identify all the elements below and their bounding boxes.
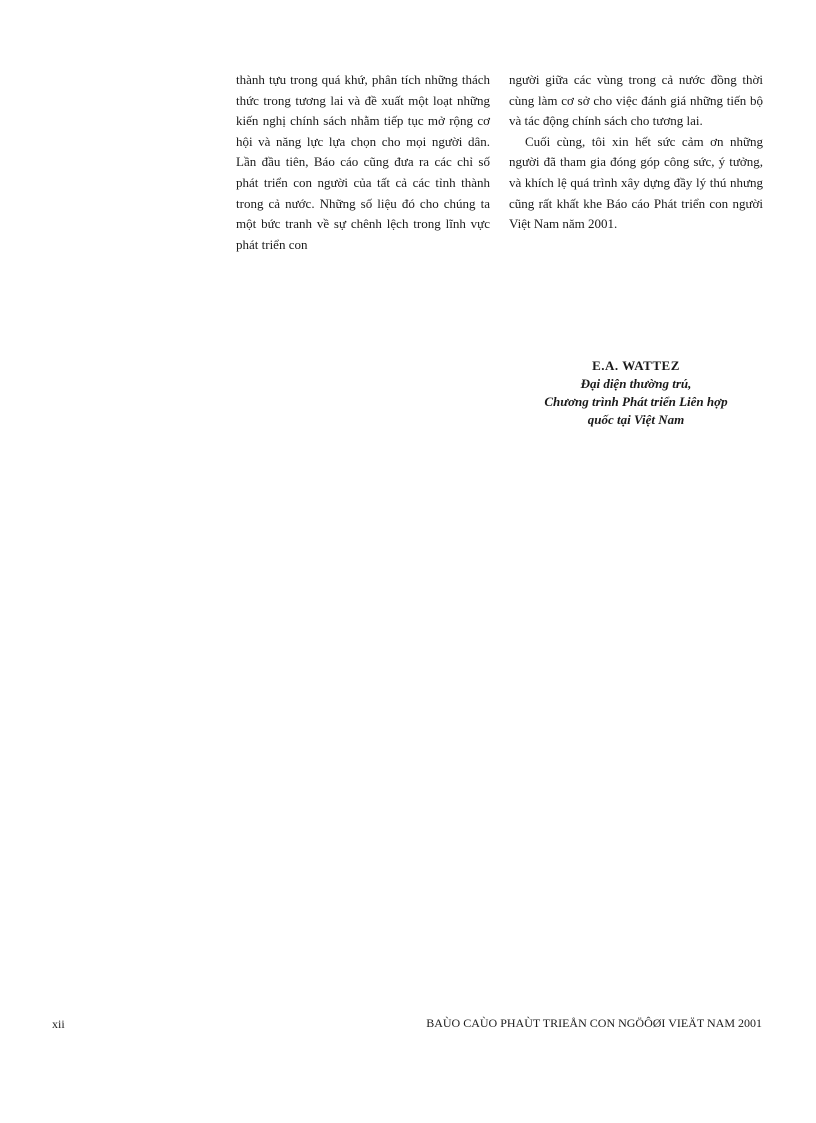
text-column-right bbox=[509, 70, 763, 235]
body-paragraph: Cuối cùng, tôi xin hết sức cảm ơn những người đã tham gia đóng góp công sức, ý tưởng, và khích lệ quá trình xây dựng đầy lý thú nhưng cũng rất khất khe Báo cáo Phát triển con người Việt Nam năm 2001. bbox=[509, 133, 763, 232]
text-column-left bbox=[236, 70, 490, 255]
body-paragraph: thành tựu trong quá khứ, phân tích những thách thức trong tương lai và đề xuất một loạt những kiến nghị chính sách nhằm tiếp tục mở rộng cơ hội và năng lực lựa chọn cho mọi người dân. Lần đầu tiên, Báo cáo cũng đưa ra các chỉ số phát triển con người của tất cả các tỉnh thành trong cả nước. Những số liệu đó cho chúng ta một bức tranh về sự chênh lệch trong lĩnh vực phát triển con bbox=[236, 72, 490, 252]
signatory-name: E.A. WATTEZ bbox=[592, 358, 680, 373]
running-footer-title: BAÙO CAÙO PHAÙT TRIEÅN CON NGÖÔØI VIEÄT NAM 2001 bbox=[426, 1016, 762, 1030]
body-paragraph: người giữa các vùng trong cả nước đồng thời cùng làm cơ sở cho việc đánh giá những tiến bộ và tác động chính sách cho tương lai. bbox=[509, 72, 763, 129]
signatory-title-line: quốc tại Việt Nam bbox=[587, 412, 685, 427]
signatory-title-line: Đại diện thường trú, bbox=[580, 376, 692, 391]
page-number: xii bbox=[52, 1017, 65, 1031]
signature-block bbox=[509, 357, 763, 429]
signatory-title-line: Chương trình Phát triển Liên hợp bbox=[544, 394, 728, 409]
